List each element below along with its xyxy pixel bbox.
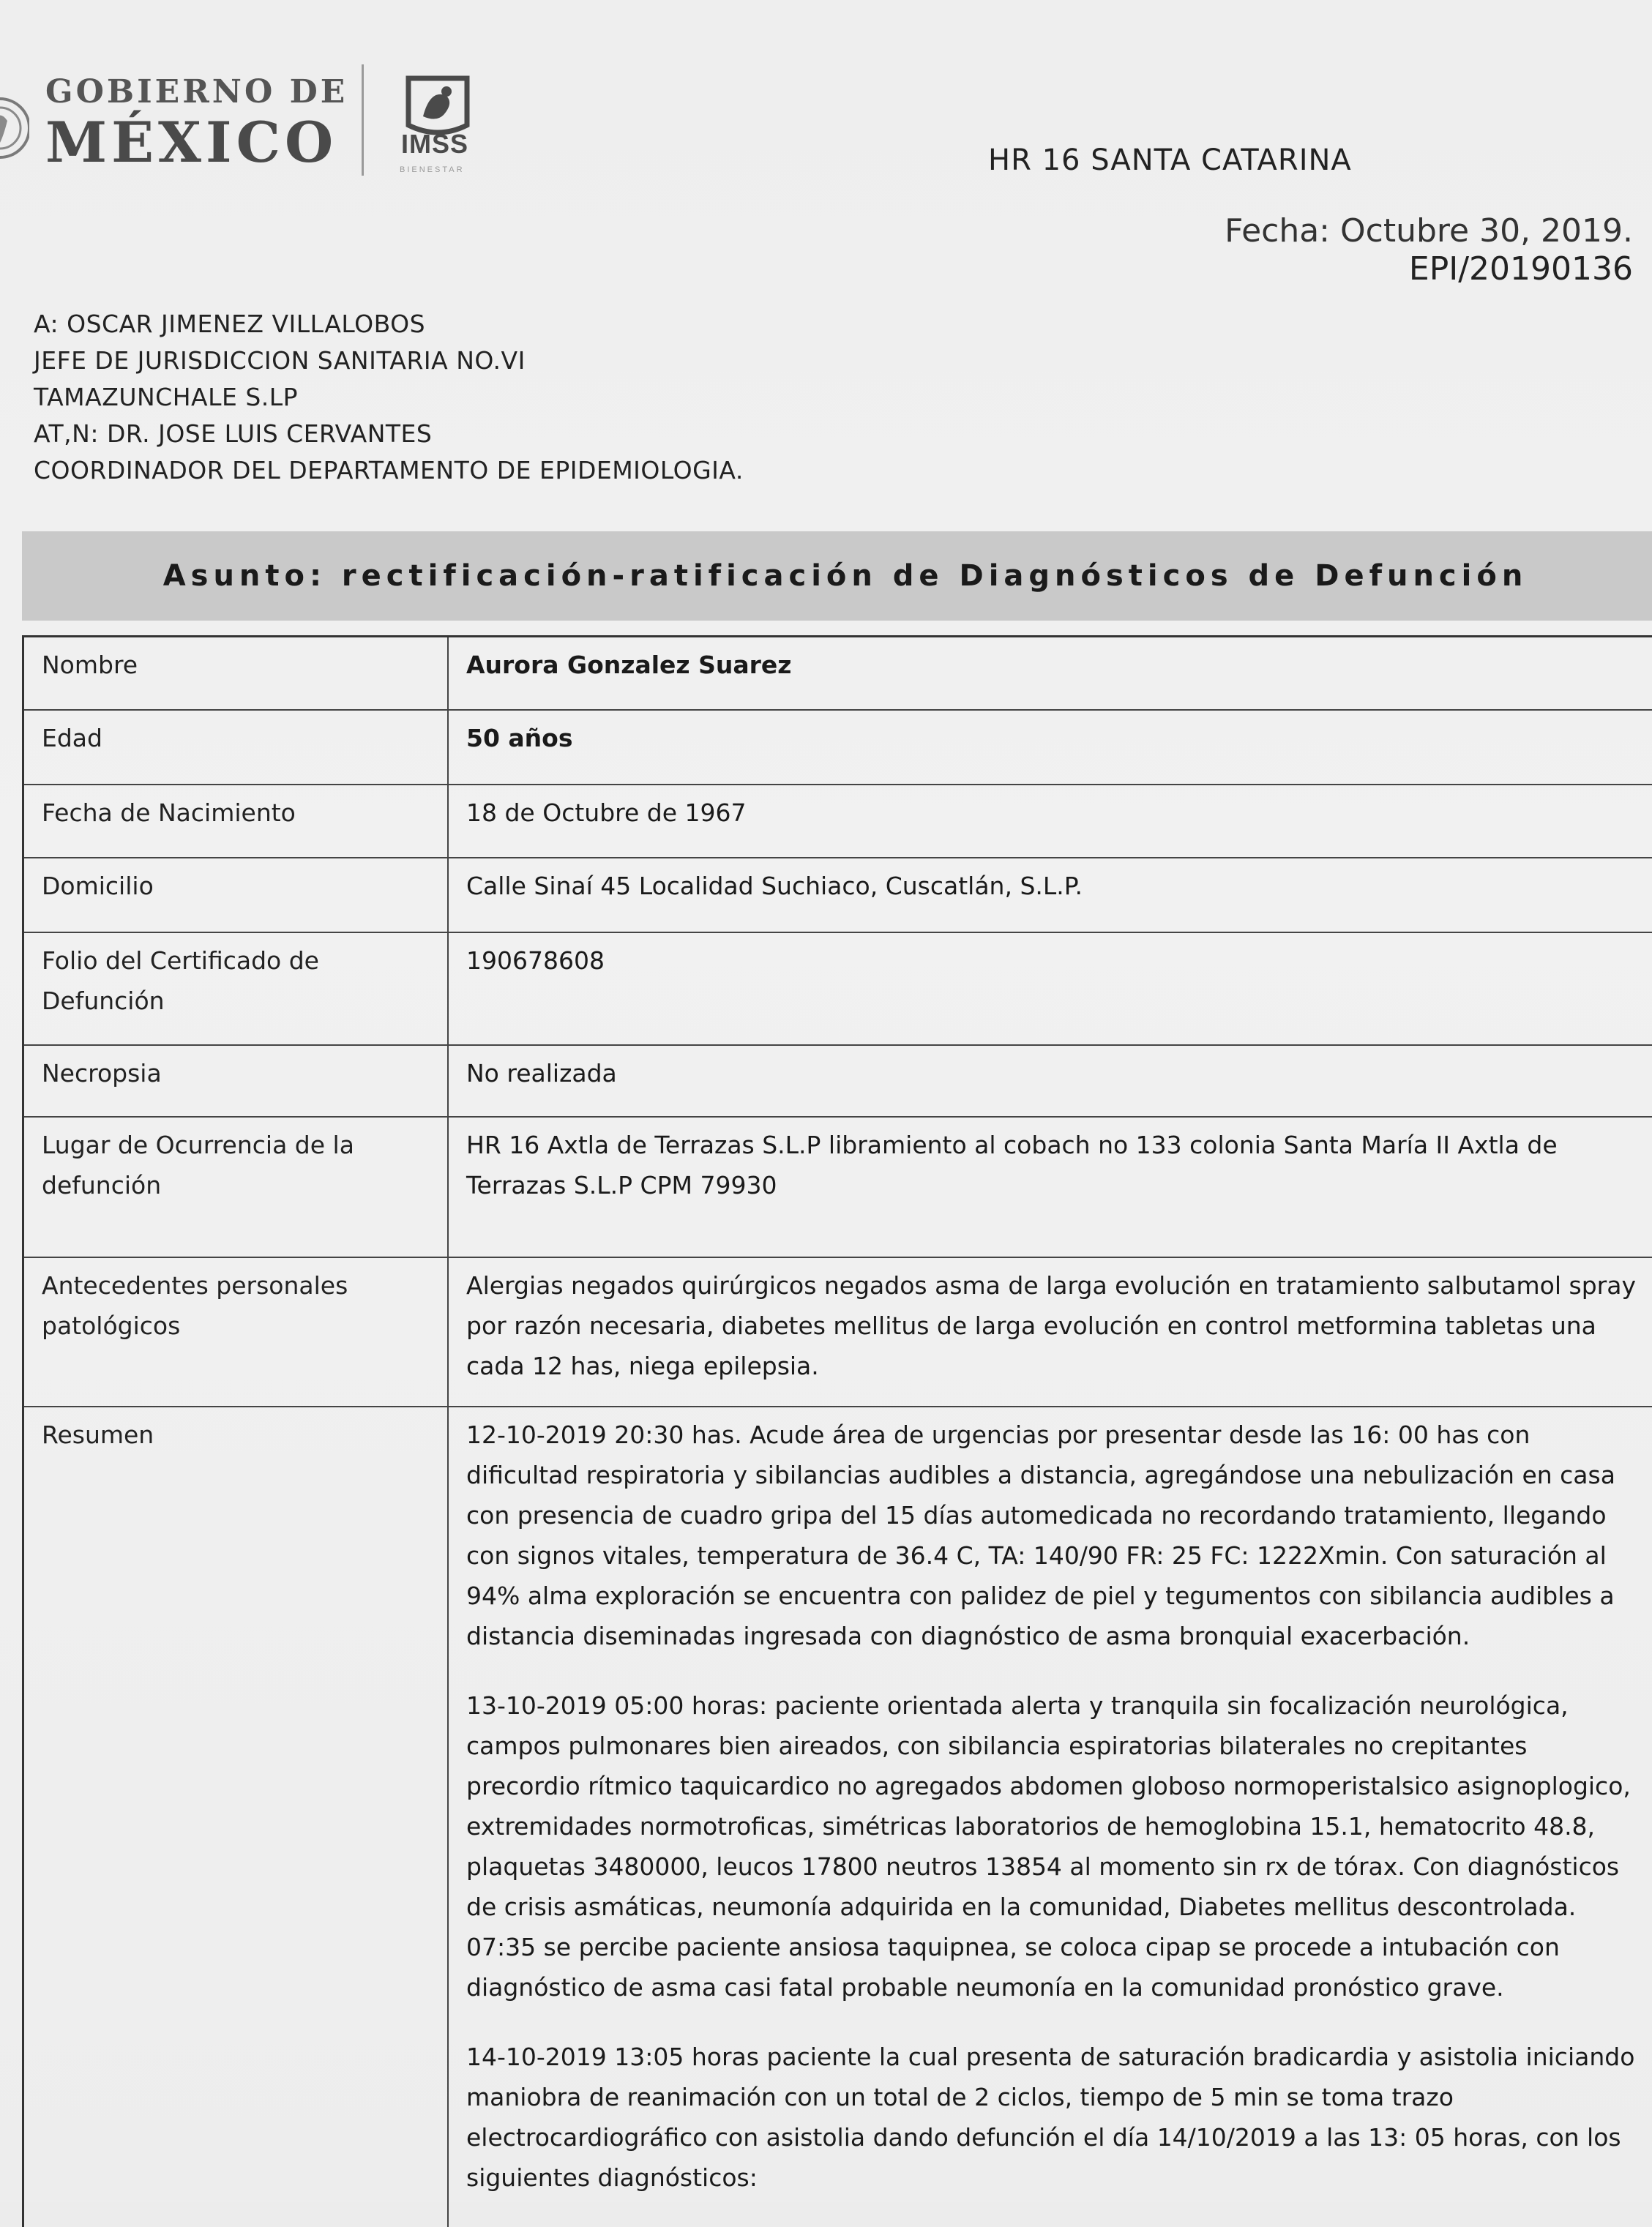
value-edad: 50 años — [466, 724, 573, 752]
label-lugar: Lugar de Ocurrencia de la defunción — [24, 1118, 449, 1257]
label-resumen: Resumen — [24, 1407, 449, 2227]
value-domicilio: Calle Sinaí 45 Localidad Suchiaco, Cuscatlán, S.L.P. — [466, 872, 1083, 900]
value-antecedentes: Alergias negados quirúrgicos negados asma de larga evolución en tratamiento salbutamol spray por razón necesaria, diabetes mellitus de larga evolución en control metformina tabletas una cada 12 has, niega epilepsia. — [466, 1271, 1636, 1380]
addressee-line: COORDINADOR DEL DEPARTAMENTO DE EPIDEMIOLOGIA. — [34, 456, 744, 484]
value-necropsia: No realizada — [466, 1059, 617, 1088]
table-row — [24, 1118, 1652, 1258]
table-row — [24, 1046, 1652, 1118]
patient-table — [22, 635, 1652, 2227]
label-edad: Edad — [24, 711, 449, 784]
subject-bar — [22, 531, 1652, 621]
table-row — [24, 858, 1652, 933]
value-folio-certificado: 190678608 — [466, 946, 605, 975]
imss-label: IMSS — [401, 129, 469, 159]
subject-heading: Asunto: rectificación-ratificación de Diagnósticos de Defunción — [162, 559, 1528, 593]
addressee-line: AT,N: DR. JOSE LUIS CERVANTES — [34, 419, 433, 448]
document-folio: EPI/20190136 — [1408, 250, 1633, 288]
addressee-line: A: OSCAR JIMENEZ VILLALOBOS — [34, 310, 426, 338]
value-resumen — [449, 1407, 1652, 2227]
document-date: Fecha: Octubre 30, 2019. — [1225, 212, 1633, 250]
resumen-paragraph: 13-10-2019 05:00 horas: paciente orientada alerta y tranquila sin focalización neurológica, campos pulmonares bien aireados, con sibilancia espiratorias bilaterales no crepitantes precordio rítmico taquicardico no agregados abdomen globoso normoperistalsico asignoplogico, extremidades normotroficas, simétricas laboratorios de hemoglobina 15.1, hematocrito 48.8, plaquetas 3480000, leucos 17800 neutros 13854 al momento sin rx de tórax. Con diagnósticos de crisis asmáticas, neumonía adquirida en la comunidad, Diabetes mellitus descontrolada. 07:35 se percibe paciente ansiosa taquipnea, se coloca cipap se procede a intubación con diagnóstico de asma casi fatal probable neumonía en la comunidad pronóstico grave. — [466, 1691, 1631, 2002]
table-row — [24, 785, 1652, 858]
label-necropsia: Necropsia — [24, 1046, 449, 1116]
value-lugar: HR 16 Axtla de Terrazas S.L.P libramiento al cobach no 133 colonia Santa María II Axtla de Terrazas S.L.P CPM 79930 — [466, 1131, 1558, 1199]
label-nombre: Nombre — [24, 637, 449, 709]
value-fecha-nacimiento: 18 de Octubre de 1967 — [466, 798, 747, 827]
label-antecedentes: Antecedentes personales patológicos — [24, 1258, 449, 1406]
gobierno-title: GOBIERNO DE — [45, 73, 348, 111]
table-row — [24, 711, 1652, 785]
resumen-paragraph: 14-10-2019 13:05 horas paciente la cual presenta de saturación bradicardia y asistolia iniciando maniobra de reanimación con un total de 2 ciclos, tiempo de 5 min se toma trazo electrocardiográfico con asistolia dando defunción el día 14/10/2019 a las 13: 05 horas, con los siguientes diagnósticos: — [466, 2043, 1635, 2192]
label-domicilio: Domicilio — [24, 858, 449, 932]
addressee-line: JEFE DE JURISDICCION SANITARIA NO.VI — [34, 346, 526, 375]
table-row — [24, 933, 1652, 1046]
logo-divider — [362, 64, 364, 176]
label-fecha-nacimiento: Fecha de Nacimiento — [24, 785, 449, 857]
value-nombre: Aurora Gonzalez Suarez — [466, 651, 792, 679]
label-folio-certificado: Folio del Certificado de Defunción — [24, 933, 449, 1044]
mexico-title: MÉXICO — [45, 110, 338, 175]
hospital-name: HR 16 SANTA CATARINA — [988, 143, 1352, 177]
resumen-paragraph: 12-10-2019 20:30 has. Acude área de urgencias por presentar desde las 16: 00 has con dificultad respiratoria y sibilancias audibles a distancia, agregándose una nebulización en casa con presencia de cuadro gripa del 15 días automedicada no recordando tratamiento, llegando con signos vitales, temperatura de 36.4 C, TA: 140/90 FR: 25 FC: 1222Xmin. Con saturación al 94% alma exploración se encuentra con palidez de piel y tegumentos con sibilancia audibles a distancia diseminadas ingresada con diagnóstico de asma bronquial exacerbación. — [466, 1421, 1615, 1650]
addressee-block — [34, 306, 744, 489]
addressee-line: TAMAZUNCHALE S.LP — [34, 383, 299, 411]
imss-sublabel: BIENESTAR — [400, 165, 465, 174]
table-row — [24, 1407, 1652, 2227]
table-row — [24, 1258, 1652, 1407]
coat-of-arms-icon — [0, 81, 29, 176]
table-row — [24, 637, 1652, 711]
